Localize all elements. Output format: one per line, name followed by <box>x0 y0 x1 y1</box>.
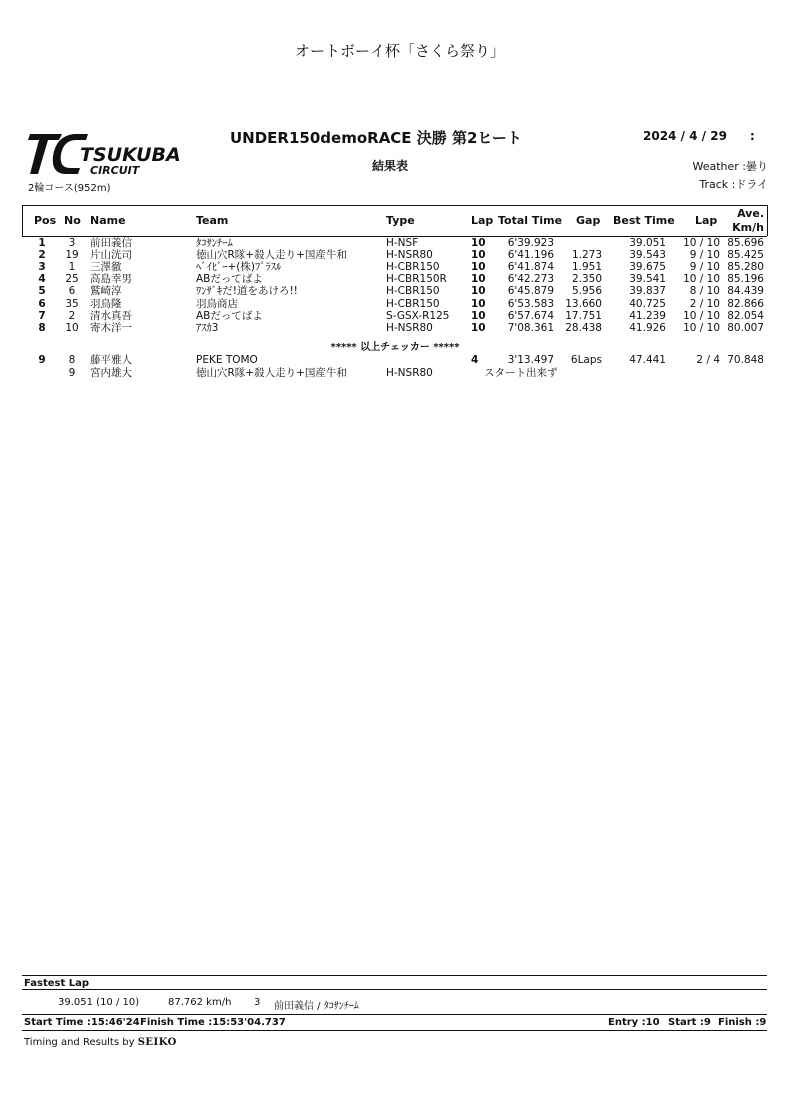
cell-team: ｱｽｶ3 <box>196 321 219 334</box>
race-date: 2024 / 4 / 29 <box>643 129 727 143</box>
cell-ave: 70.848 <box>727 354 764 366</box>
cell-type: H-CBR150 <box>386 285 440 298</box>
finish-count: Finish :9 <box>718 1017 767 1028</box>
cell-no: 1 <box>68 261 76 274</box>
cell-name: 宮内雄大 <box>90 366 132 379</box>
fastest-lap-time: 39.051 (10 / 10) <box>58 997 140 1008</box>
seiko-logo: SEIKO <box>137 1037 177 1048</box>
cell-pos: 6 <box>38 297 46 310</box>
table-right-edge <box>767 205 768 236</box>
cell-name: 三澤徹 <box>90 261 122 274</box>
col-type: Type <box>386 214 415 227</box>
cell-no: 19 <box>65 249 79 262</box>
cell-total-time: 6'53.583 <box>507 297 554 310</box>
course-label: 2輪コース(952m) <box>28 183 111 194</box>
cell-no: 35 <box>65 297 79 310</box>
cell-best-lap: 2 / 10 <box>689 297 720 310</box>
cell-team: ﾍﾞｲﾋﾞｰ+(株)ﾌﾟﾗｽﾙ <box>196 261 282 274</box>
fastest-lap-rule <box>22 975 767 976</box>
table-row <box>0 322 800 334</box>
cell-total-time: 6'39.923 <box>507 237 554 249</box>
checkered-separator: ***** 以上チェッカー ***** <box>330 342 460 353</box>
cell-ave: 85.425 <box>727 249 764 262</box>
cell-no: 9 <box>68 366 76 379</box>
times-top-rule <box>22 1014 767 1015</box>
table-row <box>0 261 800 273</box>
cell-gap: 5.956 <box>571 285 602 298</box>
col-best-time: Best Time <box>613 214 675 227</box>
cell-no: 6 <box>68 285 76 298</box>
cell-ave: 85.280 <box>727 261 764 274</box>
cell-total-time: 6'57.674 <box>507 309 554 322</box>
cell-best-time: 41.926 <box>629 321 666 334</box>
cell-pos: 5 <box>38 285 46 298</box>
col-name: Name <box>90 214 126 227</box>
cell-ave: 84.439 <box>727 285 764 298</box>
weather-label: Weather :曇り <box>692 160 768 173</box>
table-row <box>0 249 800 261</box>
cell-total-time: スタート出来ず <box>484 366 558 379</box>
cell-lap: 10 <box>471 309 486 322</box>
table-row <box>0 273 800 285</box>
cell-name: 羽鳥隆 <box>90 297 122 310</box>
cell-team: 徳山穴R隊+殺人走り+国産牛和 <box>196 366 347 379</box>
cell-lap: 10 <box>471 261 486 274</box>
cell-ave: 85.196 <box>727 273 764 286</box>
table-row <box>0 237 800 249</box>
cell-type: H-CBR150 <box>386 261 440 274</box>
table-top-rule <box>22 205 767 206</box>
cell-no: 25 <box>65 273 79 286</box>
cell-pos: 1 <box>38 237 46 249</box>
timing-by: Timing and Results by <box>24 1037 135 1048</box>
cell-team: ABだってばよ <box>196 309 263 322</box>
col-ave: Ave. <box>737 207 764 220</box>
cell-pos: 8 <box>38 321 46 334</box>
cell-best-lap: 8 / 10 <box>689 285 720 298</box>
cell-ave: 80.007 <box>727 321 764 334</box>
cell-pos: 7 <box>38 309 46 322</box>
table-row <box>0 298 800 310</box>
cell-type: H-NSR80 <box>386 366 433 379</box>
table-left-edge <box>22 205 23 236</box>
cell-total-time: 3'13.497 <box>507 354 554 366</box>
cell-total-time: 6'41.874 <box>507 261 554 274</box>
cell-pos: 4 <box>38 273 46 286</box>
col-no: No <box>64 214 81 227</box>
cell-name: 藤平雅人 <box>90 354 132 366</box>
cell-best-lap: 10 / 10 <box>683 309 720 322</box>
cell-no: 8 <box>68 354 76 366</box>
cell-type: H-CBR150R <box>386 273 447 286</box>
tc-logo-icon <box>24 130 204 180</box>
cell-best-lap: 10 / 10 <box>683 321 720 334</box>
start-count: Start :9 <box>668 1017 711 1028</box>
cell-team: 羽鳥商店 <box>196 297 238 310</box>
cell-name: 寄木洋一 <box>90 321 132 334</box>
fastest-lap-no: 3 <box>254 997 261 1008</box>
cell-team: ABだってばよ <box>196 273 263 286</box>
cell-type: H-CBR150 <box>386 297 440 310</box>
table-row <box>0 367 800 379</box>
times-bottom-rule <box>22 1030 767 1031</box>
results-subtitle: 結果表 <box>371 159 408 173</box>
cell-best-lap: 10 / 10 <box>683 273 720 286</box>
cell-ave: 82.866 <box>727 297 764 310</box>
entry-count: Entry :10 <box>608 1017 660 1028</box>
col-total-time: Total Time <box>498 214 563 227</box>
table-row <box>0 285 800 297</box>
cell-ave: 82.054 <box>727 309 764 322</box>
cell-team: ﾀｺｻﾝﾁｰﾑ <box>196 237 233 249</box>
cell-name: 鷲崎淳 <box>90 285 122 298</box>
cell-lap: 10 <box>471 321 486 334</box>
cell-name: 片山洸司 <box>90 249 132 262</box>
cell-team: 徳山穴R隊+殺人走り+国産牛和 <box>196 249 347 262</box>
cell-type: H-NSR80 <box>386 249 433 262</box>
logo-sub: CIRCUIT <box>90 164 140 177</box>
cell-gap: 1.273 <box>571 249 602 262</box>
race-time: : <box>750 129 755 143</box>
cell-pos: 3 <box>38 261 46 274</box>
col-pos: Pos <box>34 214 57 227</box>
cell-lap: 10 <box>471 273 486 286</box>
fastest-lap-label: Fastest Lap <box>24 978 89 989</box>
cell-type: H-NSR80 <box>386 321 433 334</box>
cell-pos: 9 <box>38 354 46 366</box>
cell-gap: 6Laps <box>570 354 602 366</box>
cell-no: 10 <box>65 321 79 334</box>
cell-best-lap: 2 / 4 <box>696 354 720 366</box>
fastest-lap-rider: 前田義信 / ﾀｺｻﾝﾁｰﾑ <box>274 1001 359 1012</box>
cell-team: ﾜﾝｻﾞｷだ!道をあけろ!! <box>196 285 298 298</box>
race-title: UNDER150demoRACE 決勝 第2ヒート <box>230 129 522 147</box>
cell-lap: 10 <box>471 297 486 310</box>
cell-total-time: 7'08.361 <box>507 321 554 334</box>
start-time: Start Time :15:46'24 <box>24 1017 140 1028</box>
cell-best-time: 39.675 <box>629 261 666 274</box>
col-kmh: Km/h <box>732 221 764 234</box>
tsukuba-circuit-logo <box>24 130 204 180</box>
col-best-lap: Lap <box>695 214 718 227</box>
cell-no: 3 <box>68 237 76 249</box>
cell-pos: 2 <box>38 249 46 262</box>
cell-best-time: 41.239 <box>629 309 666 322</box>
cell-total-time: 6'42.273 <box>507 273 554 286</box>
cell-gap: 1.951 <box>571 261 602 274</box>
cell-lap: 10 <box>471 285 486 298</box>
timing-credit <box>24 1037 177 1048</box>
finish-time: Finish Time :15:53'04.737 <box>140 1017 286 1028</box>
track-label: Track :ドライ <box>699 178 768 191</box>
cell-lap: 4 <box>471 354 479 366</box>
cell-gap: 2.350 <box>571 273 602 286</box>
event-name: オートボーイ杯「さくら祭り」 <box>294 42 505 60</box>
cell-ave: 85.696 <box>727 237 764 249</box>
cell-gap: 17.751 <box>565 309 602 322</box>
table-row <box>0 354 800 366</box>
cell-lap: 10 <box>471 237 486 249</box>
col-team: Team <box>196 214 229 227</box>
cell-lap: 10 <box>471 249 486 262</box>
cell-best-time: 39.541 <box>629 273 666 286</box>
cell-no: 2 <box>68 309 76 322</box>
cell-gap: 28.438 <box>565 321 602 334</box>
cell-best-time: 39.543 <box>629 249 666 262</box>
cell-best-lap: 9 / 10 <box>689 249 720 262</box>
table-row <box>0 310 800 322</box>
cell-best-time: 47.441 <box>629 354 666 366</box>
cell-team: PEKE TOMO <box>196 354 258 366</box>
cell-gap: 13.660 <box>565 297 602 310</box>
cell-total-time: 6'41.196 <box>507 249 554 262</box>
cell-best-lap: 9 / 10 <box>689 261 720 274</box>
cell-best-lap: 10 / 10 <box>683 237 720 249</box>
cell-type: H-NSF <box>386 237 419 249</box>
cell-type: S-GSX-R125 <box>386 309 450 322</box>
col-gap: Gap <box>576 214 601 227</box>
col-lap: Lap <box>471 214 494 227</box>
cell-name: 前田義信 <box>90 237 132 249</box>
fastest-lap-speed: 87.762 km/h <box>168 997 232 1008</box>
cell-best-time: 40.725 <box>629 297 666 310</box>
cell-best-time: 39.837 <box>629 285 666 298</box>
cell-name: 高島幸男 <box>90 273 132 286</box>
cell-best-time: 39.051 <box>629 237 666 249</box>
fastest-lap-under-rule <box>22 989 767 990</box>
cell-total-time: 6'45.879 <box>507 285 554 298</box>
cell-name: 清水真吾 <box>90 309 132 322</box>
logo-name: TSUKUBA <box>80 144 181 166</box>
